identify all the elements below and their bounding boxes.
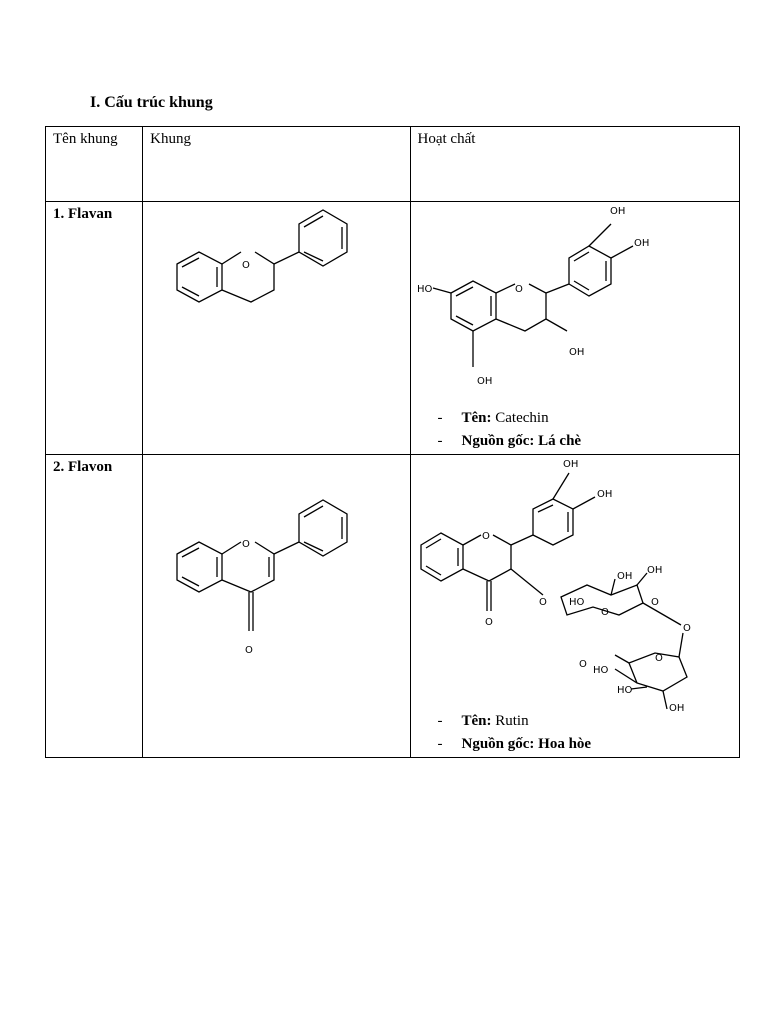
origin-label: Nguồn gốc: [461,433,535,449]
atom-oh: OH [609,206,625,217]
bullet-dash: - [437,736,443,752]
compound-origin: Lá chè [538,433,582,449]
flavon-skeleton-cell [143,455,410,758]
atom-o: O [650,597,659,608]
atom-o: O [481,531,490,542]
row-name-flavon: 2. Flavon [53,459,113,475]
header-cell-compound [410,127,740,202]
rutin-structure [411,455,740,757]
atom-oh: OH [633,238,649,249]
compound-origin: Hoa hòe [538,736,592,752]
atom-o: O [578,659,587,670]
atom-o: O [600,607,609,618]
atom-oh: OH [668,703,684,714]
atom-oh: OH [476,376,492,387]
atom-o: O [242,539,250,550]
atom-o: O [484,617,493,628]
atom-o: O [682,623,691,634]
atom-o: O [654,653,663,664]
header-cell-name [46,127,143,202]
flavon-skeleton-structure [143,455,410,757]
structure-table [45,126,740,758]
bullet-dash: - [437,433,443,449]
header-compound: Hoạt chất [417,131,476,147]
atom-o: O [245,645,253,656]
atom-oh: OH [568,347,584,358]
atom-o: O [514,284,523,295]
flavon-compound-cell [410,455,740,758]
header-skeleton: Khung [150,131,191,147]
atom-o: O [242,260,250,271]
header-cell-skeleton [143,127,410,202]
origin-label: Nguồn gốc: [461,736,535,752]
bullet-dash: - [437,410,443,426]
catechin-structure [411,202,740,454]
name-label: Tên: [461,713,492,729]
compound-name: Catechin [495,410,549,426]
atom-ho: HO [568,597,584,608]
section-heading: I. Cấu trúc khung [90,94,213,111]
row-name-cell [46,202,143,455]
atom-oh: OH [562,459,578,470]
flavan-skeleton-structure [143,202,410,454]
atom-ho: HO [616,685,632,696]
atom-oh: OH [596,489,612,500]
table-header-row [46,127,740,202]
bullet-dash: - [437,713,443,729]
header-name: Tên khung [53,131,118,147]
row-name-cell [46,455,143,758]
atom-oh: OH [646,565,662,576]
atom-o: O [538,597,547,608]
row-name-flavan: 1. Flavan [53,206,113,222]
compound-name: Rutin [495,713,529,729]
atom-oh: OH [616,571,632,582]
name-label: Tên: [461,410,492,426]
atom-ho: HO [416,284,432,295]
flavan-compound-cell [410,202,740,455]
flavan-skeleton-cell [143,202,410,455]
atom-ho: HO [592,665,608,676]
table-row-flavon [46,455,740,758]
table-row-flavan [46,202,740,455]
